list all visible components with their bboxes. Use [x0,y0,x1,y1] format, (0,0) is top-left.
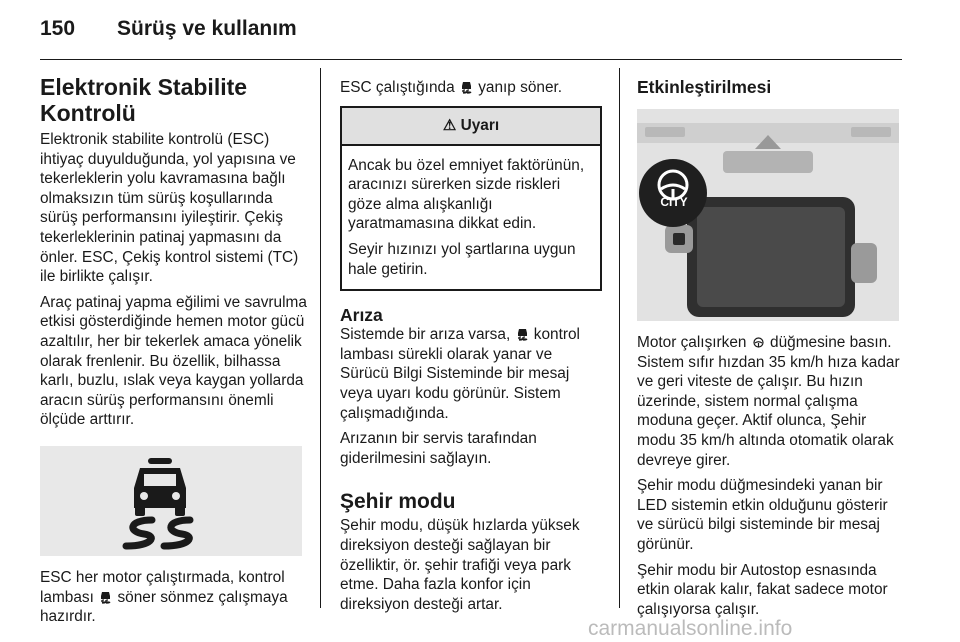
dashboard-illustration [637,109,899,321]
esc-skid-car-icon [40,446,302,556]
city-mode-paragraph: Şehir modu, düşük hızlarda yüksek direksiyon desteği sağlayan bir özelliktir, ör. şehir trafiği veya park etme. Daha fazla konfor için direksiyon desteği artar. [340,517,580,613]
fault-paragraph-2: Arızanın bir servis tarafından giderilmesini sağlayın. [340,430,537,467]
warning-paragraph-2: Seyir hızınızı yol şartlarına uygun hale getirin. [348,240,576,278]
activation-paragraph-1: Motor çalışırken düğmesine basın. Sistem sıfır hızdan 35 km/h hıza kadar ve geri viteste de çalışır. Bu hızın üzerinde, sistem normal çalışma moduna geçer. Aktif olunca, Şehir modu 35 km/h altında otomatik olarak devreye girer. [637,334,900,469]
esc-paragraph-1: Elektronik stabilite kontrolü (ESC) ihtiyaç duyulduğunda, yol yapısına ve tekerleklerin yolu kavramasına bağlı olmaksızın tüm sürüş koşullarında sürüş performansını iyileştirir. Çekiş tekerleklerinin patinaj yapmasını da önler. ESC, Çekiş kontrol sistemi (TC) ile birlikte çalışır. [40,131,299,286]
city-mode-heading: Şehir modu [340,490,456,514]
page-number: 150 [40,17,76,40]
warning-box [340,106,602,292]
steering-wheel-icon [753,336,764,349]
esc-active-text: ESC çalıştığında yanıp söner. [340,79,563,96]
section-title-esc [40,74,308,126]
column-1 [40,68,308,633]
title-line-2: Kontrolü [40,100,136,126]
fault-heading: Arıza [340,305,383,326]
city-button-label: CITY [660,195,688,209]
activation-paragraph-2: Şehir modu düğmesindeki yanan bir LED sistemin etkin olduğunu gösterir ve sürücü bilgi sisteminde bir mesaj görünür. [637,477,888,553]
column-divider-2 [619,68,620,608]
fault-paragraph-1: Sistemde bir arıza varsa, kontrol lambası sürekli olarak yanar ve Sürücü Bilgi Sisteminde bir mesaj veya uyarı kodu görünür. Sistem çalışmadığında. [340,326,580,422]
esc-skid-car-icon [100,591,111,604]
chapter-title: Sürüş ve kullanım [117,17,297,40]
esc-skid-car-icon [461,81,472,94]
warning-header [342,108,600,146]
column-3 [637,68,905,625]
warning-body [342,146,600,290]
watermark-text: carmanualsonline.info [588,617,793,640]
header-divider [40,59,902,60]
esc-symbol-illustration [40,446,302,556]
warning-paragraph-1: Ancak bu özel emniyet faktörünün, aracınızı sürerken sizde riskleri göze alma alışkanlığı yaratmamasına dikkat edin. [348,156,585,233]
column-2 [340,68,602,620]
dashboard-panel-drawing [637,109,899,321]
esc-paragraph-2: Araç patinaj yapma eğilimi ve savrulma etkisi gösterdiğinde hemen motor gücü azaltılır, her bir tekerlek amaca yönelik olarak frenlenir. Bu özellik, bilhassa karlı, buzlu, ıslak veya kaygan yollarda aracın sürüş performansını önemli ölçüde arttırır. [40,293,307,429]
column-divider-1 [320,68,321,608]
title-line-1: Elektronik Stabilite [40,74,248,100]
activation-paragraph-3: Şehir modu bir Autostop esnasında etkin olarak kalır, fakat sadece motor çalışıyorsa çalışır. [637,561,888,618]
esc-skid-car-icon [517,328,528,341]
activation-heading: Etkinleştirilmesi [637,77,772,97]
esc-paragraph-3: ESC her motor çalıştırmada, kontrol lambası söner sönmez çalışmaya hazırdır. [40,568,288,626]
warning-title: Uyarı [460,116,500,134]
warning-triangle-icon: ⚠ [442,116,457,134]
